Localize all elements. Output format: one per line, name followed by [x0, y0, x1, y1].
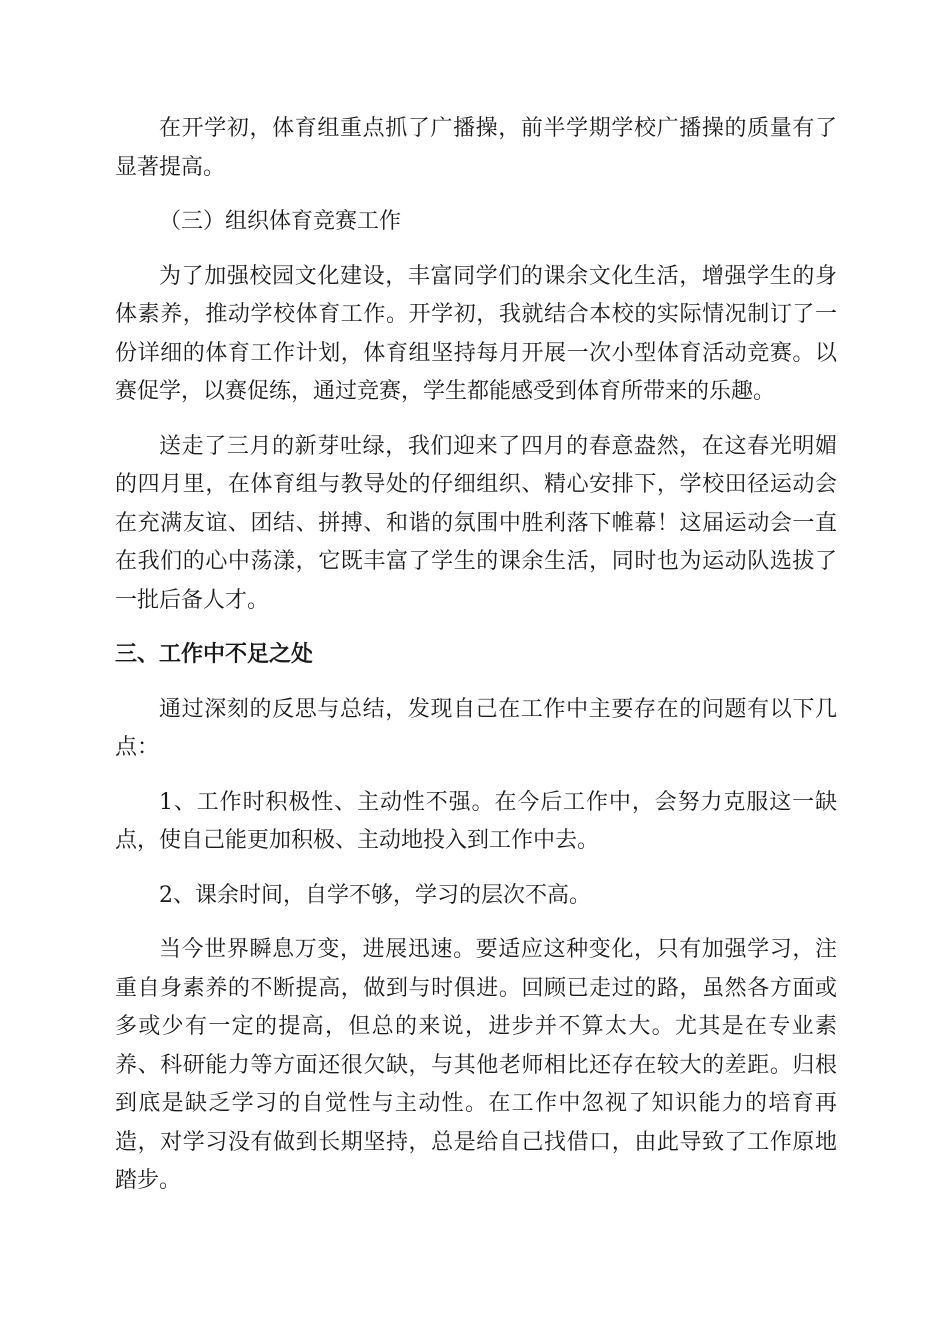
paragraph-reflection: 通过深刻的反思与总结，发现自己在工作中主要存在的问题有以下几点：	[115, 696, 837, 760]
subheading-sports-competition: （三）组织体育竞赛工作	[159, 209, 402, 234]
section-heading-shortcomings: 三、工作中不足之处	[115, 642, 314, 667]
paragraph-learning: 当今世界瞬息万变，进展迅速。要适应这种变化，只有加强学习，注重自身素养的不断提高，做到与时俱进。回顾已走过的路，虽然各方面或多或少有一定的提高，但总的来说，进步并不算太大。尤其是在专业素养、科研能力等方面还很欠缺，与其他老师相比还存在较大的差距。归根到底是缺乏学习的自觉性与主动性。在工作中忽视了知识能力的培育再造，对学习没有做到长期坚持，总是给自己找借口，由此导致了工作原地踏步。	[115, 937, 837, 1193]
paragraph-broadcast-exercise: 在开学初，体育组重点抓了广播操，前半学期学校广播操的质量有了显著提高。	[115, 116, 837, 180]
document-page	[115, 110, 837, 1201]
list-item-2: 2、课余时间，自学不够，学习的层次不高。	[159, 882, 591, 908]
paragraph-campus-culture: 为了加强校园文化建设，丰富同学们的课余文化生活，增强学生的身体素养，推动学校体育工作。开学初，我就结合本校的实际情况制订了一份详细的体育工作计划，体育组坚持每月开展一次小型体育活动竞赛。以赛促学，以赛促练，通过竞赛，学生都能感受到体育所带来的乐趣。	[115, 263, 837, 404]
paragraph-sports-meet: 送走了三月的新芽吐绿，我们迎来了四月的春意盎然，在这春光明媚的四月里，在体育组与教导处的仔细组织、精心安排下，学校田径运动会在充满友谊、团结、拼搏、和谐的氛围中胜利落下帷幕！这届运动会一直在我们的心中荡漾，它既丰富了学生的课余生活，同时也为运动队选拔了一批后备人才。	[115, 433, 837, 613]
list-item-1: 1、工作时积极性、主动性不强。在今后工作中，会努力克服这一缺点，使自己能更加积极、主动地投入到工作中去。	[115, 789, 837, 853]
